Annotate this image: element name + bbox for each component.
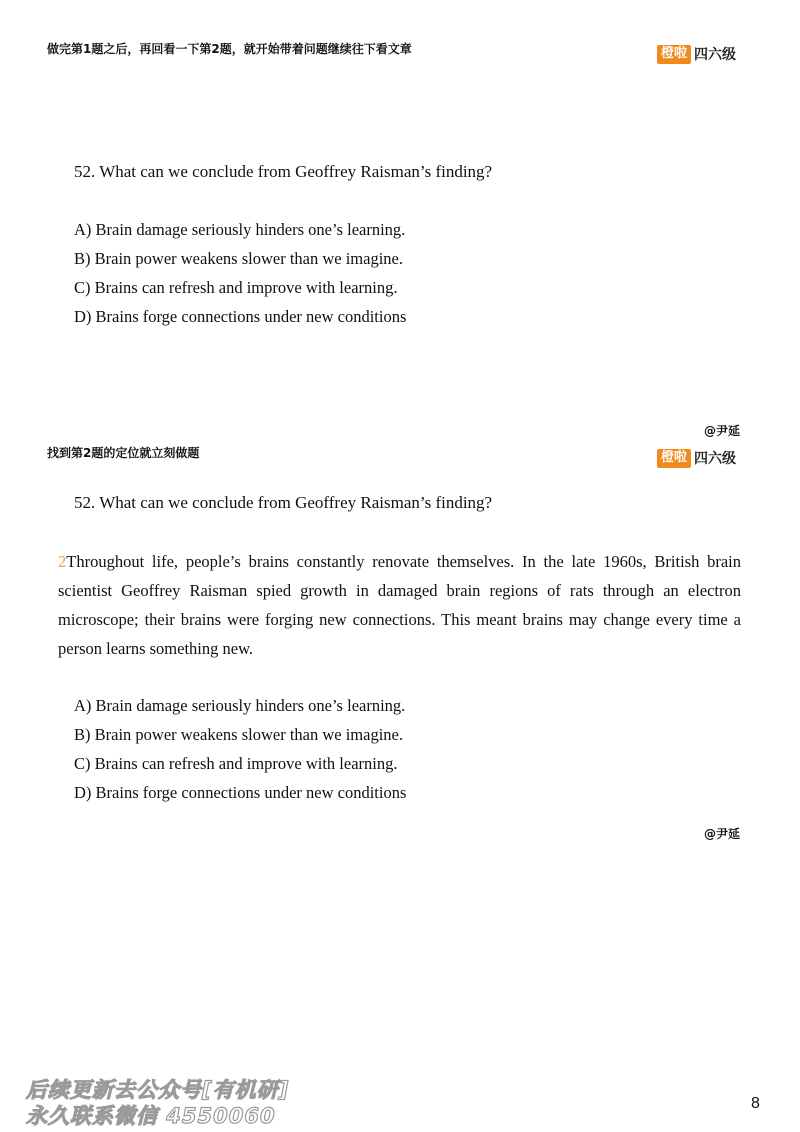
brand-box: 橙啦: [657, 45, 691, 64]
question-52-second: 52. What can we conclude from Geoffrey Raisman’s finding?: [74, 493, 493, 512]
author-signature-1: @尹延: [704, 424, 741, 438]
watermark-line-2: 永久联系微信 4550060: [26, 1104, 276, 1128]
question-52-first: 52. What can we conclude from Geoffrey Raisman’s finding?: [74, 162, 493, 181]
option-c-first: C) Brains can refresh and improve with learning.: [74, 278, 398, 297]
option-a-second: A) Brain damage seriously hinders one’s learning.: [74, 696, 406, 715]
brand-box: 橙啦: [657, 449, 691, 468]
option-c-second: C) Brains can refresh and improve with learning.: [74, 754, 398, 773]
brand-logo-1: [657, 45, 736, 64]
passage-text: Throughout life, people’s brains constantly renovate themselves. In the late 1960s, British brain scientist Geoffrey Raisman spied growth in damaged brain regions of rats through an electron microscope; their brains were forging new connections. This meant brains may change every time a person learns something new.: [58, 552, 741, 658]
brand-logo-2: [657, 449, 736, 468]
watermark-line-1: 后续更新去公众号[有机研]: [26, 1078, 290, 1102]
brand-text: 四六级: [694, 450, 737, 467]
author-signature-2: @尹延: [704, 827, 741, 841]
page-number: 8: [751, 1095, 760, 1112]
instruction-text-1: 做完第1题之后，再回看一下第2题，就开始带着问题继续往下看文章: [47, 42, 412, 56]
option-a-first: A) Brain damage seriously hinders one’s learning.: [74, 220, 406, 239]
option-d-first: D) Brains forge connections under new conditions: [74, 307, 407, 326]
instruction-text-2: 找到第2题的定位就立刻做题: [47, 446, 200, 460]
reading-passage: [58, 547, 741, 663]
option-b-first: B) Brain power weakens slower than we imagine.: [74, 249, 403, 268]
option-d-second: D) Brains forge connections under new conditions: [74, 783, 407, 802]
paragraph-marker: 2: [58, 552, 67, 571]
brand-text: 四六级: [694, 46, 737, 63]
option-b-second: B) Brain power weakens slower than we imagine.: [74, 725, 403, 744]
